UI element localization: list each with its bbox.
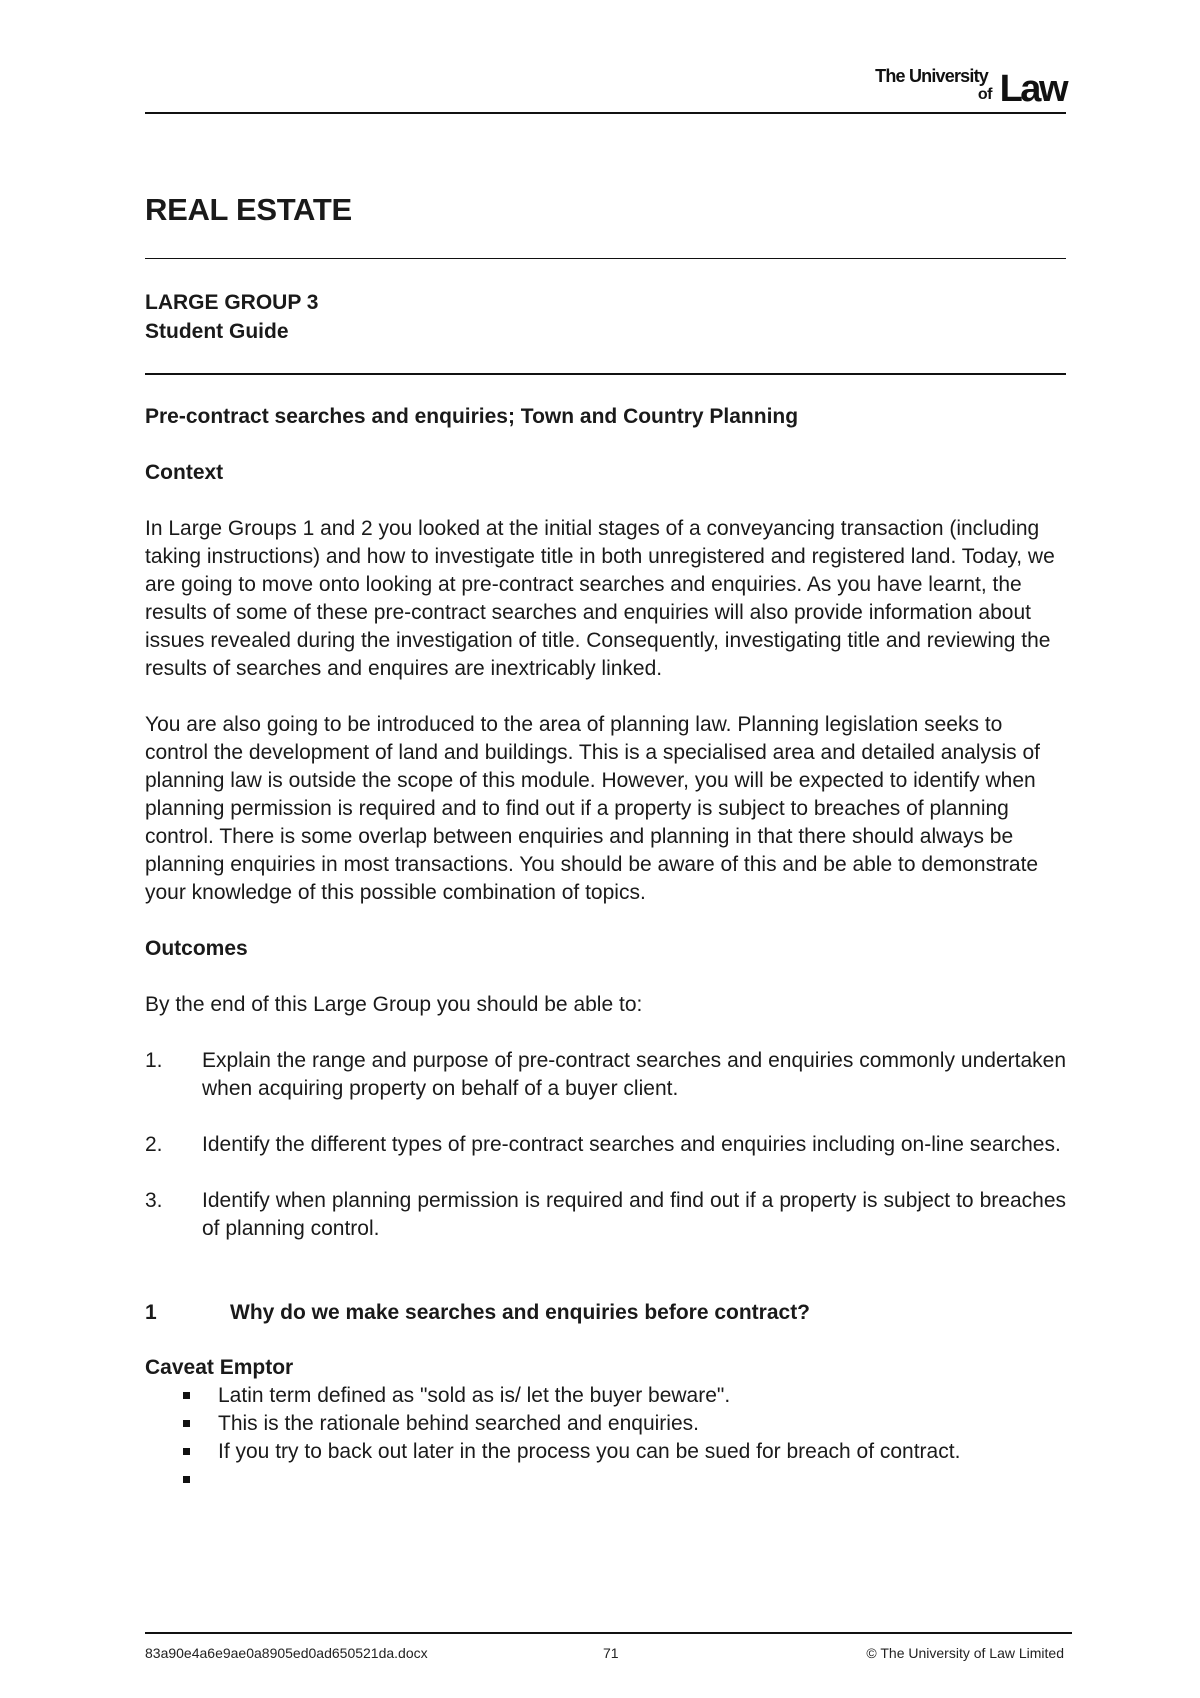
logo-text-of: of [977,86,992,103]
bullet-square-icon [183,1448,190,1455]
bullet-square-icon [183,1476,190,1483]
bullet-item [145,1382,1066,1410]
list-item [145,1187,1066,1243]
subject-heading: Pre-contract searches and enquiries; Town and Country Planning [145,405,799,428]
bullet-item [145,1438,1066,1466]
university-logo [860,64,1066,108]
list-item-text: Identify when planning permission is required and find out if a property is subject to breaches of planning control. [202,1189,1066,1240]
outcomes-list [145,1047,1066,1243]
footer-filename: 83a90e4a6e9ae0a8905ed0ad650521da.docx [145,1645,428,1661]
bullet-text: If you try to back out later in the process you can be sued for breach of contract. [218,1440,961,1463]
list-item-number: 1. [145,1049,163,1072]
guide-label: Student Guide [145,320,289,343]
section-number: 1 [145,1301,157,1324]
footer-page-number: 71 [603,1645,619,1661]
logo-text-law: Law [999,68,1066,110]
logo-text-university: The University [875,66,988,86]
document-body [145,403,1066,1494]
footer-copyright: © The University of Law Limited [866,1645,1064,1661]
bullet-item [145,1466,1066,1494]
group-divider [145,373,1066,375]
list-item-text: Identify the different types of pre-contract searches and enquiries including on-line searches. [202,1133,1061,1156]
group-label [145,288,318,346]
document-title: REAL ESTATE [145,192,352,227]
context-heading: Context [145,461,224,484]
header-divider [145,112,1066,114]
bullet-square-icon [183,1420,190,1427]
context-paragraph-1: In Large Groups 1 and 2 you looked at the initial stages of a conveyancing transaction (including taking instructions) and how to investigate title in both unregistered and registered land. Today, we are going to move onto looking at pre-contract searches and enquiries. As you have learnt, the results of some of these pre-contract searches and enquiries will also provide information about issues revealed during the investigation of title. Consequently, investigating title and reviewing the results of searches and enquires are inextricably linked. [145,517,1055,680]
section-title: Why do we make searches and enquiries before contract? [230,1301,811,1324]
list-item-number: 3. [145,1189,163,1212]
bullet-square-icon [183,1392,190,1399]
bullet-text: Latin term defined as "sold as is/ let the buyer beware". [218,1384,731,1407]
list-item [145,1047,1066,1103]
group-number: LARGE GROUP 3 [145,291,319,314]
outcomes-intro: By the end of this Large Group you should be able to: [145,993,643,1016]
list-item-number: 2. [145,1133,163,1156]
context-paragraph-2: You are also going to be introduced to the area of planning law. Planning legislation seeks to control the development of land and buildings. This is a specialised area and detailed analysis of planning law is outside the scope of this module. However, you will be expected to identify when planning permission is required and to find out if a property is subject to breaches of planning control. There is some overlap between enquiries and planning in that there should always be planning enquiries in most transactions. You should be aware of this and be able to demonstrate your knowledge of this possible combination of topics. [145,713,1041,904]
outcomes-heading: Outcomes [145,937,248,960]
footer-divider [145,1632,1072,1634]
caveat-emptor-heading: Caveat Emptor [145,1356,294,1379]
caveat-emptor-bullets [145,1382,1066,1494]
list-item-text: Explain the range and purpose of pre-contract searches and enquiries commonly undertaken when acquiring property on behalf of a buyer client. [202,1049,1066,1100]
bullet-text: This is the rationale behind searched and enquiries. [218,1412,699,1435]
title-divider [145,258,1066,259]
section-1-heading [145,1299,1066,1327]
bullet-item [145,1410,1066,1438]
list-item [145,1131,1066,1159]
